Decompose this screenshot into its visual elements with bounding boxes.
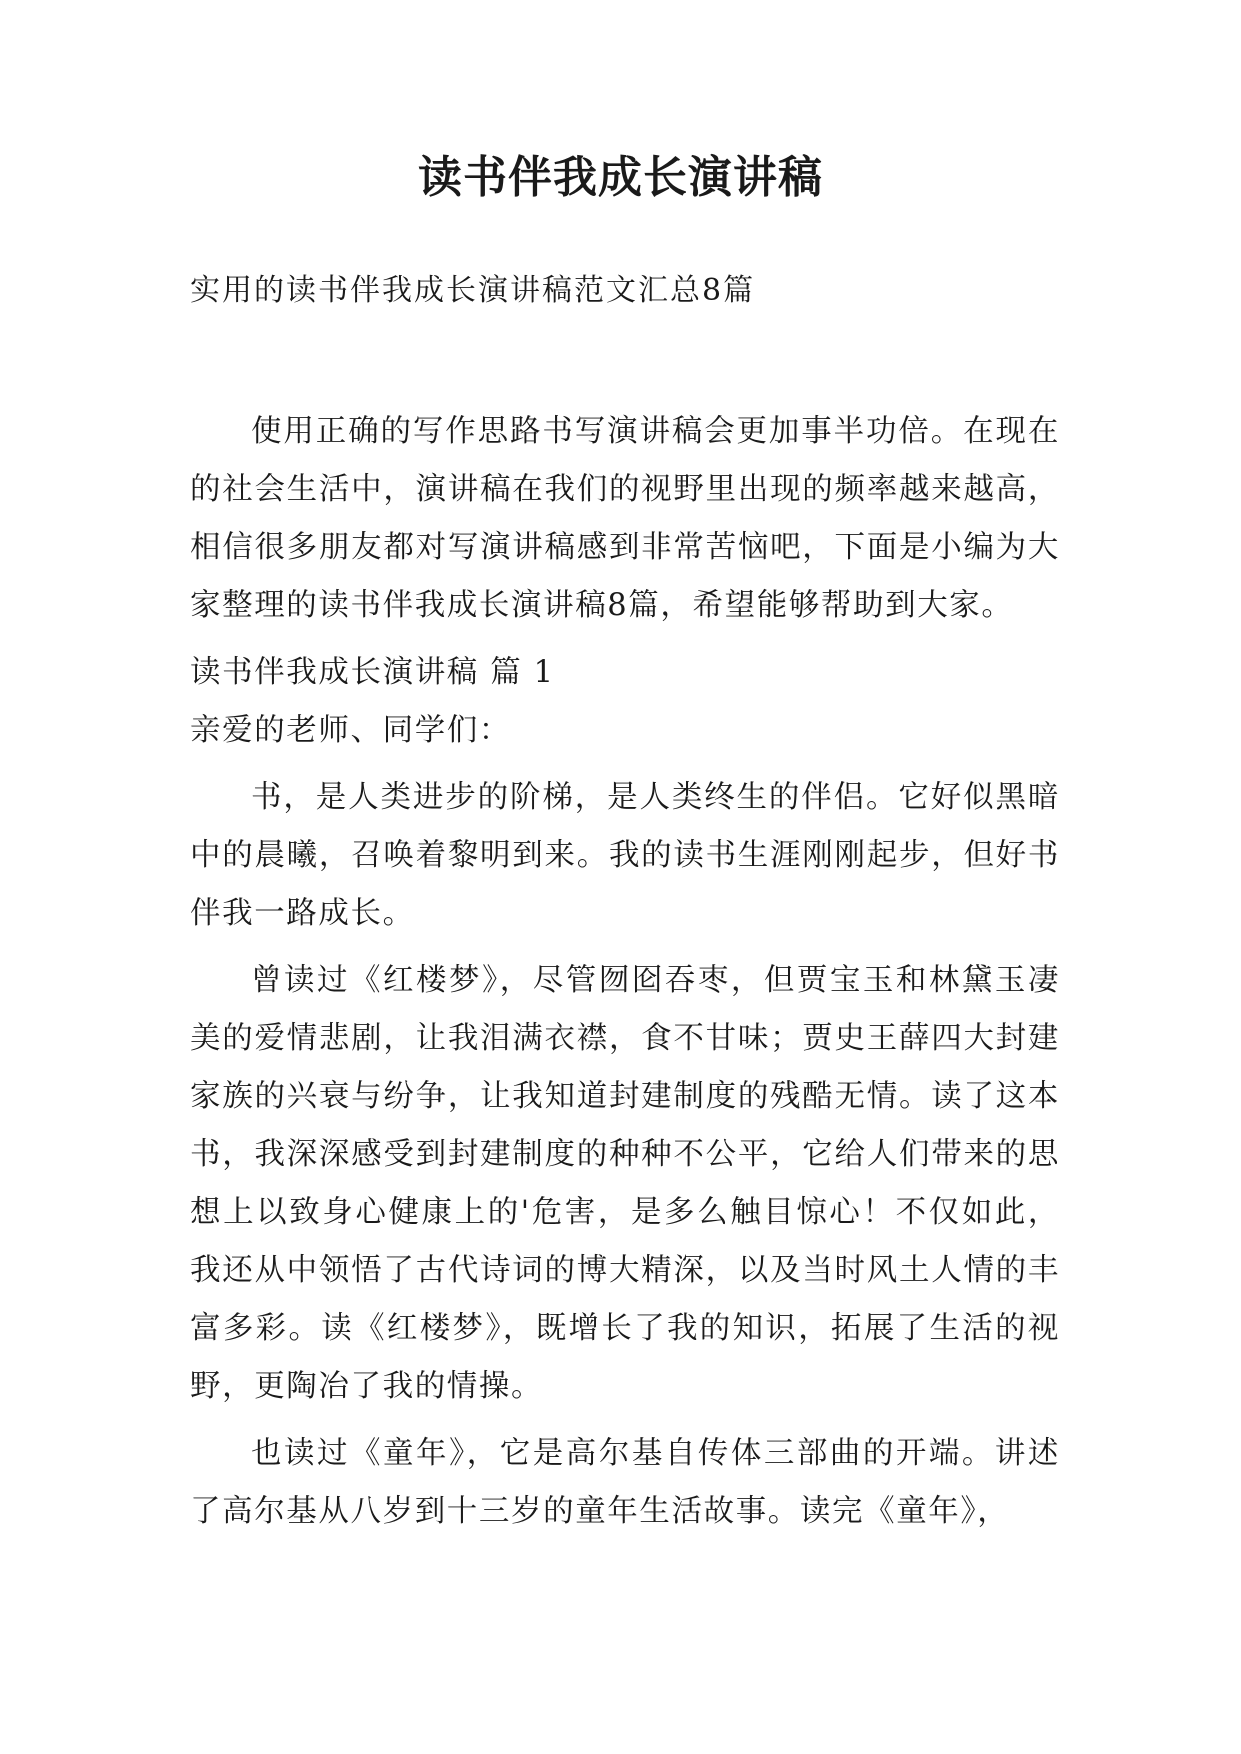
document-title: 读书伴我成长演讲稿 (418, 152, 823, 203)
body-paragraph: 书，是人类进步的阶梯，是人类终生的伴侣。它好似黑暗中的晨曦，召唤着黎明到来。我的读书生涯刚刚起步，但好书伴我一路成长。 (190, 780, 1060, 931)
body-paragraph: 曾读过《红楼梦》，尽管囫囵吞枣，但贾宝玉和林黛玉凄美的爱情悲剧，让我泪满衣襟，食不甘味；贾史王薛四大封建家族的兴衰与纷争，让我知道封建制度的残酷无情。读了这本书，我深深感受到封建制度的种种不公平，它给人们带来的思想上以致身心健康上的'危害，是多么触目惊心！不仅如此，我还从中领悟了古代诗词的博大精深，以及当时风土人情的丰富多彩。读《红楼梦》，既增长了我的知识，拓展了生活的视野，更陶冶了我的情操。 (190, 963, 1060, 1404)
body-paragraph: 也读过《童年》，它是高尔基自传体三部曲的开端。讲述了高尔基从八岁到十三岁的童年生活故事。读完《童年》， (190, 1436, 1060, 1529)
intro-paragraph: 使用正确的写作思路书写演讲稿会更加事半功倍。在现在的社会生活中，演讲稿在我们的视野里出现的频率越来越高，相信很多朋友都对写演讲稿感到非常苦恼吧，下面是小编为大家整理的读书伴我成长演讲稿8篇，希望能够帮助到大家。 (190, 414, 1060, 623)
section-heading: 读书伴我成长演讲稿 篇 1 (190, 655, 555, 690)
document-subtitle: 实用的读书伴我成长演讲稿范文汇总8篇 (190, 273, 756, 308)
document-body (190, 403, 1060, 1550)
salutation: 亲爱的老师、同学们： (190, 713, 511, 748)
